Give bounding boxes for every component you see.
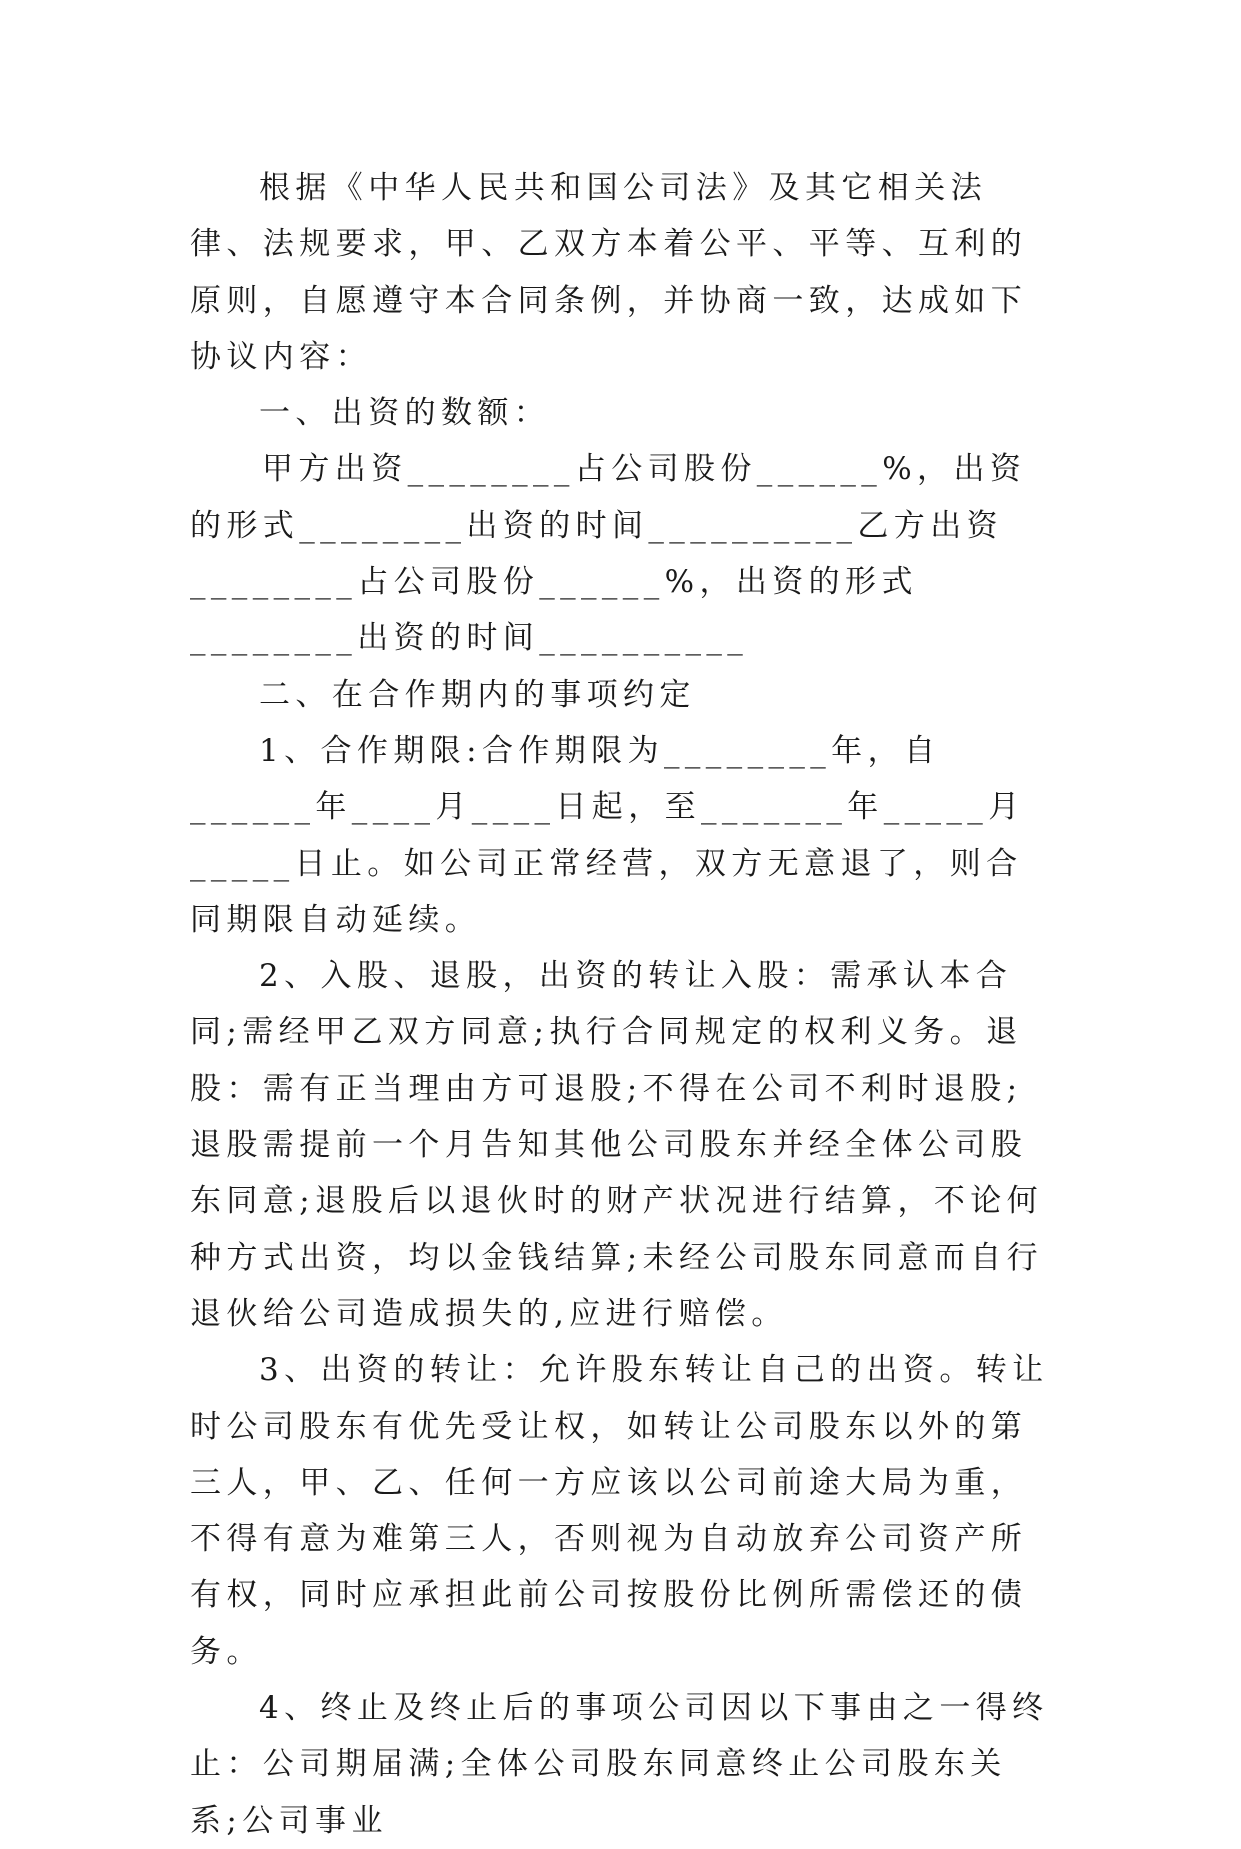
heading-capital-amount: 一、出资的数额： xyxy=(259,395,551,432)
clause-share-entry-exit: 2、入股、退股，出资的转让入股：需承认本合同;需经甲乙双方同意;执行合同规定的权利义务。退股：需有正当理由方可退股;不得在公司不利时退股;退股需提前一个月告知其他公司股东并经全体公司股东同意;退股后以退伙时的财产状况进行结算，不论何种方式出资，均以金钱结算;未经公司股东同意而自行退伙给公司造成损失的,应进行赔偿。 xyxy=(190,958,1044,1332)
heading-cooperation-matters: 二、在合作期内的事项约定 xyxy=(259,676,696,713)
clause-capital-transfer: 3、出资的转让：允许股东转让自己的出资。转让时公司股东有优先受让权，如转让公司股东以外的第三人，甲、乙、任何一方应该以公司前途大局为重，不得有意为难第三人，否则视为自动放弃公司资产所有权，同时应承担此前公司按股份比例所需偿还的债务。 xyxy=(190,1352,1049,1670)
document-body xyxy=(190,160,1056,1849)
paragraph-preamble: 根据《中华人民共和国公司法》及其它相关法律、法规要求，甲、乙双方本着公平、平等、互利的原则，自愿遵守本合同条例，并协商一致，达成如下协议内容： xyxy=(190,170,1028,375)
paragraph-capital-details: 甲方出资________占公司股份______%，出资的形式________出资的时间__________乙方出资________占公司股份______%，出资的形式________出资的时间__________ xyxy=(190,451,1027,657)
clause-cooperation-term: 1、合作期限:合作期限为________年，自______年____月____日起，至_______年_____月_____日止。如公司正常经营，双方无意退了，则合同期限自动延续。 xyxy=(190,732,1025,938)
clause-termination: 4、终止及终止后的事项公司因以下事由之一得终止：公司期届满;全体公司股东同意终止公司股东关系;公司事业 xyxy=(190,1690,1049,1839)
